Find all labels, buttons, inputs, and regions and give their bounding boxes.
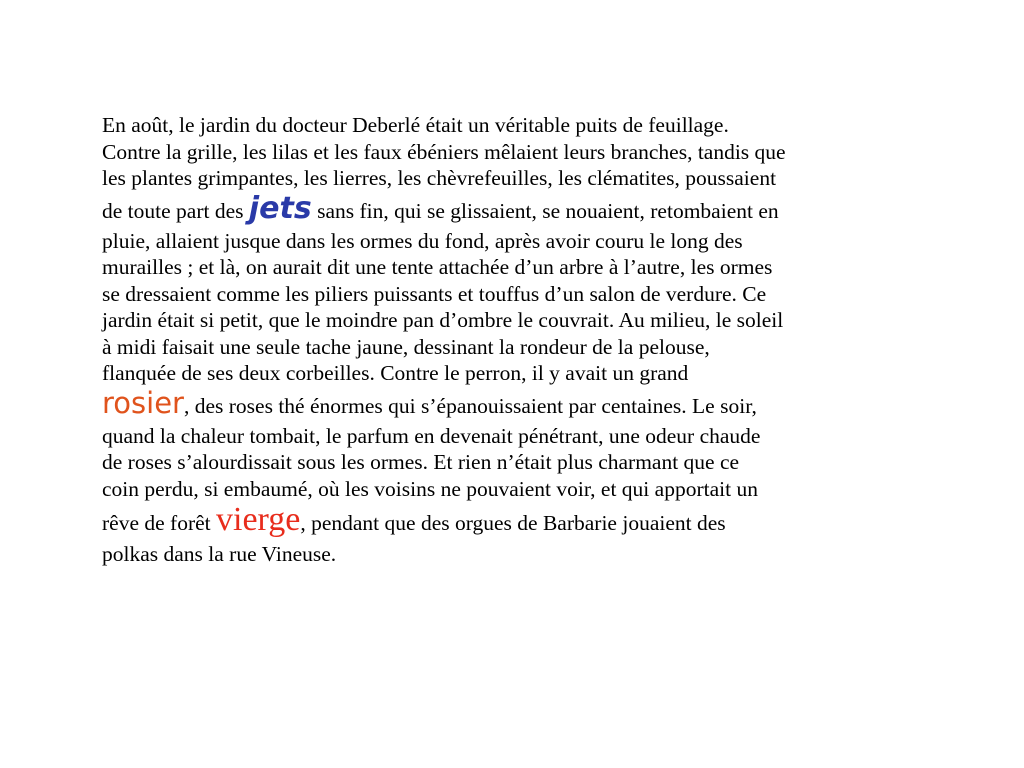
text-line: à midi faisait une seule tache jaune, dessinant la rondeur de la pelouse, [102, 334, 710, 359]
text-line: flanquée de ses deux corbeilles. Contre le perron, il y avait un grand [102, 361, 689, 385]
text-line: polkas dans la rue Vineuse. [102, 542, 337, 566]
highlight-word-jets: jets [248, 190, 312, 226]
text-fragment: , pendant que des orgues de Barbarie jouaient des [300, 511, 726, 535]
text-line: murailles ; et là, on aurait dit une tente attachée d’un arbre à l’autre, les ormes [102, 255, 773, 279]
highlight-word-vierge: vierge [216, 501, 301, 538]
text-line: se dressaient comme les piliers puissants et touffus d’un salon de verdure. Ce [102, 281, 767, 306]
text-fragment: sans fin, qui se glissaient, se nouaient, retombaient en [311, 198, 779, 223]
text-line: quand la chaleur tombait, le parfum en devenait pénétrant, une odeur chaude [102, 423, 761, 448]
text-line: coin perdu, si embaumé, où les voisins ne pouvaient voir, et qui apportait un [102, 476, 758, 501]
text-line: les plantes grimpantes, les lierres, les chèvrefeuilles, les clématites, poussaient [102, 166, 777, 190]
text-fragment: , des roses thé énormes qui s’épanouissaient par centaines. Le soir, [183, 393, 757, 418]
text-line: de roses s’alourdissait sous les ormes. Et rien n’était plus charmant que ce [102, 450, 740, 474]
text-line [102, 502, 972, 541]
highlight-word-rosier: rosier [102, 385, 184, 420]
body-paragraph [102, 112, 972, 568]
text-line [102, 387, 972, 423]
text-line: Contre la grille, les lilas et les faux ébéniers mêlaient leurs branches, tandis que [102, 139, 786, 164]
text-fragment: de toute part des [102, 198, 249, 223]
text-line: En août, le jardin du docteur Deberlé était un véritable puits de feuillage. [102, 113, 729, 137]
text-line: pluie, allaient jusque dans les ormes du fond, après avoir couru le long des [102, 228, 743, 253]
text-fragment: rêve de forêt [102, 511, 216, 535]
text-line [102, 192, 972, 228]
text-line: jardin était si petit, que le moindre pan d’ombre le couvrait. Au milieu, le soleil [102, 308, 784, 332]
